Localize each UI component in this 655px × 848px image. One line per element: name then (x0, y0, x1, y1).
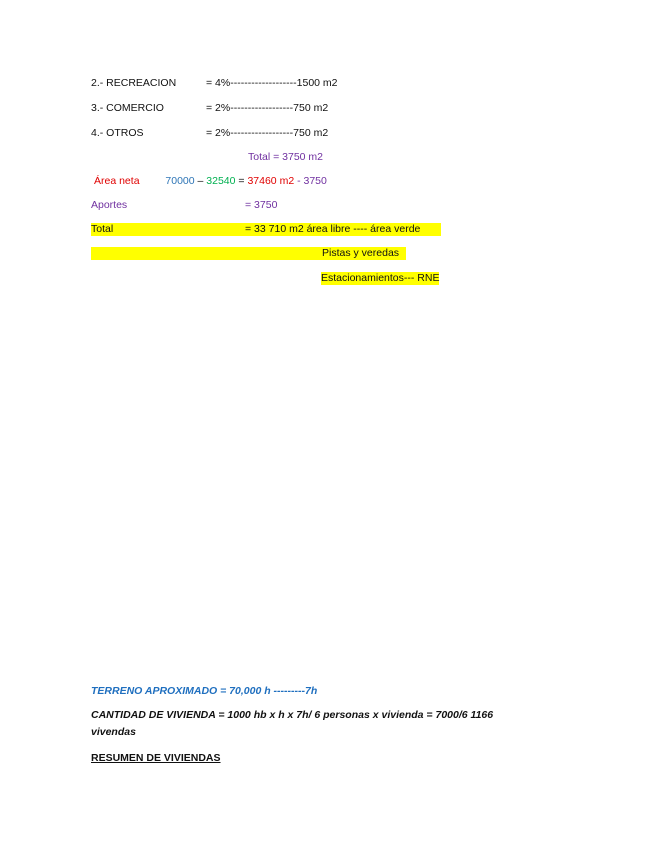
area-neta-v3: 37460 m2 (247, 175, 295, 187)
area-neta-v1: 70000 (165, 175, 195, 187)
resumen-viviendas-heading: RESUMEN DE VIVIENDAS (91, 752, 221, 764)
comercio-formula: = 2%------------------750 m2 (206, 102, 329, 114)
area-neta-label: Área neta (94, 175, 140, 187)
area-neta-dash: – (194, 175, 207, 187)
comercio-label: 3.- COMERCIO (91, 102, 164, 114)
otros-label: 4.- OTROS (91, 127, 144, 139)
aportes-value: = 3750 (245, 199, 278, 211)
aportes-label: Aportes (91, 199, 128, 211)
cantidad-vivienda-line1: CANTIDAD DE VIVIENDA = 1000 hb x h x 7h/ 6 personas x vivienda = 7000/6 1166 (91, 709, 494, 721)
cantidad-vivienda-line2: vivendas (91, 726, 136, 738)
pistas-text: Pistas y veredas (322, 247, 400, 259)
terreno-aproximado: TERRENO APROXIMADO = 70,000 h ---------7h (91, 685, 318, 697)
area-neta-eq: = (235, 175, 248, 187)
area-neta-v2: 32540 (206, 175, 236, 187)
area-neta-line (94, 175, 327, 188)
otros-formula: = 2%------------------750 m2 (206, 127, 329, 139)
recreacion-label: 2.- RECREACION (91, 77, 177, 89)
recreacion-formula: = 4%-------------------1500 m2 (206, 77, 338, 89)
area-neta-rest: - 3750 (294, 175, 327, 187)
total-label: Total (91, 223, 114, 235)
estacionamientos-text: Estacionamientos--- RNE (321, 272, 440, 284)
total-aportes-line: Total = 3750 m2 (248, 151, 324, 163)
total-value: = 33 710 m2 área libre ---- área verde (245, 223, 421, 235)
